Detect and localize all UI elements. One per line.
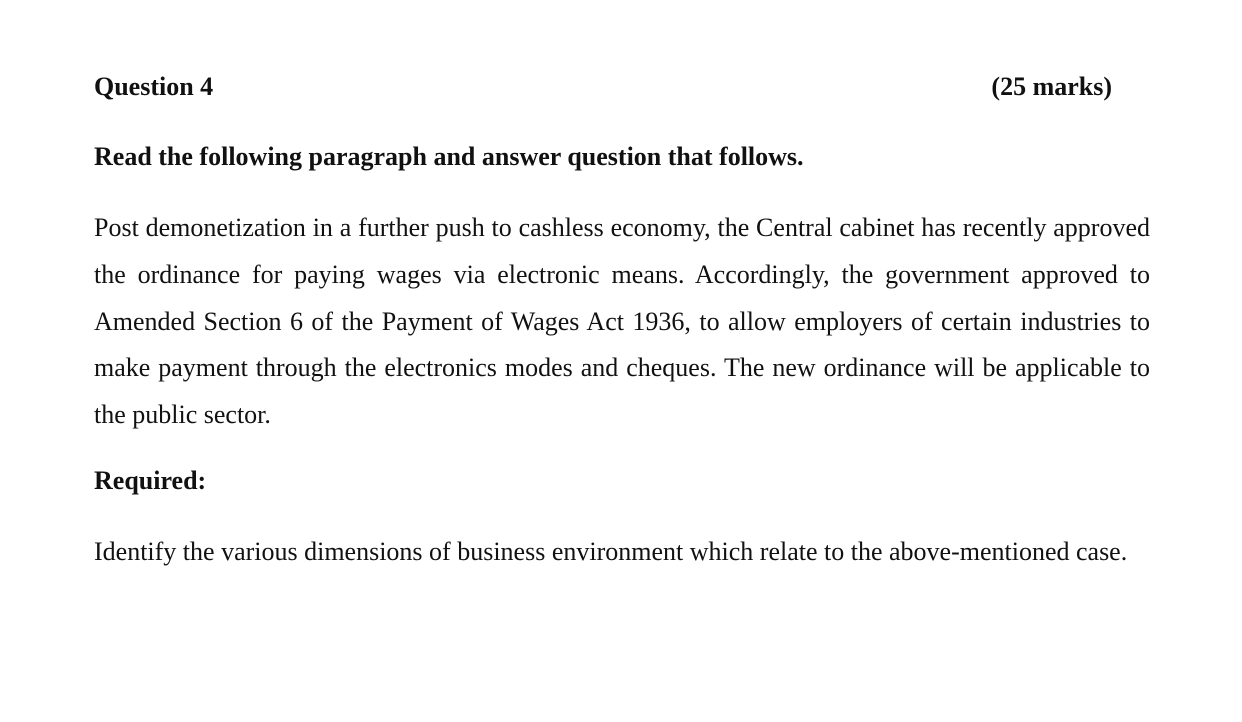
question-marks: (25 marks) [991, 72, 1112, 101]
question-title: Question 4 [94, 72, 214, 101]
required-heading: Required: [94, 466, 207, 495]
question-header [94, 69, 1112, 105]
case-paragraph: Post demonetization in a further push to cashless economy, the Central cabinet has recently approved the ordinance for paying wages via electronic means. Accordingly, the government approved to Amended Section 6 of the Payment of Wages Act 1936, to allow employers of certain industries to make payment through the electronics modes and cheques. The new ordinance will be applicable to the public sector. [94, 213, 1150, 430]
instruction-text: Read the following paragraph and answer question that follows. [94, 142, 804, 171]
task-text: Identify the various dimensions of business environment which relate to the above-mentioned case. [94, 537, 1128, 566]
